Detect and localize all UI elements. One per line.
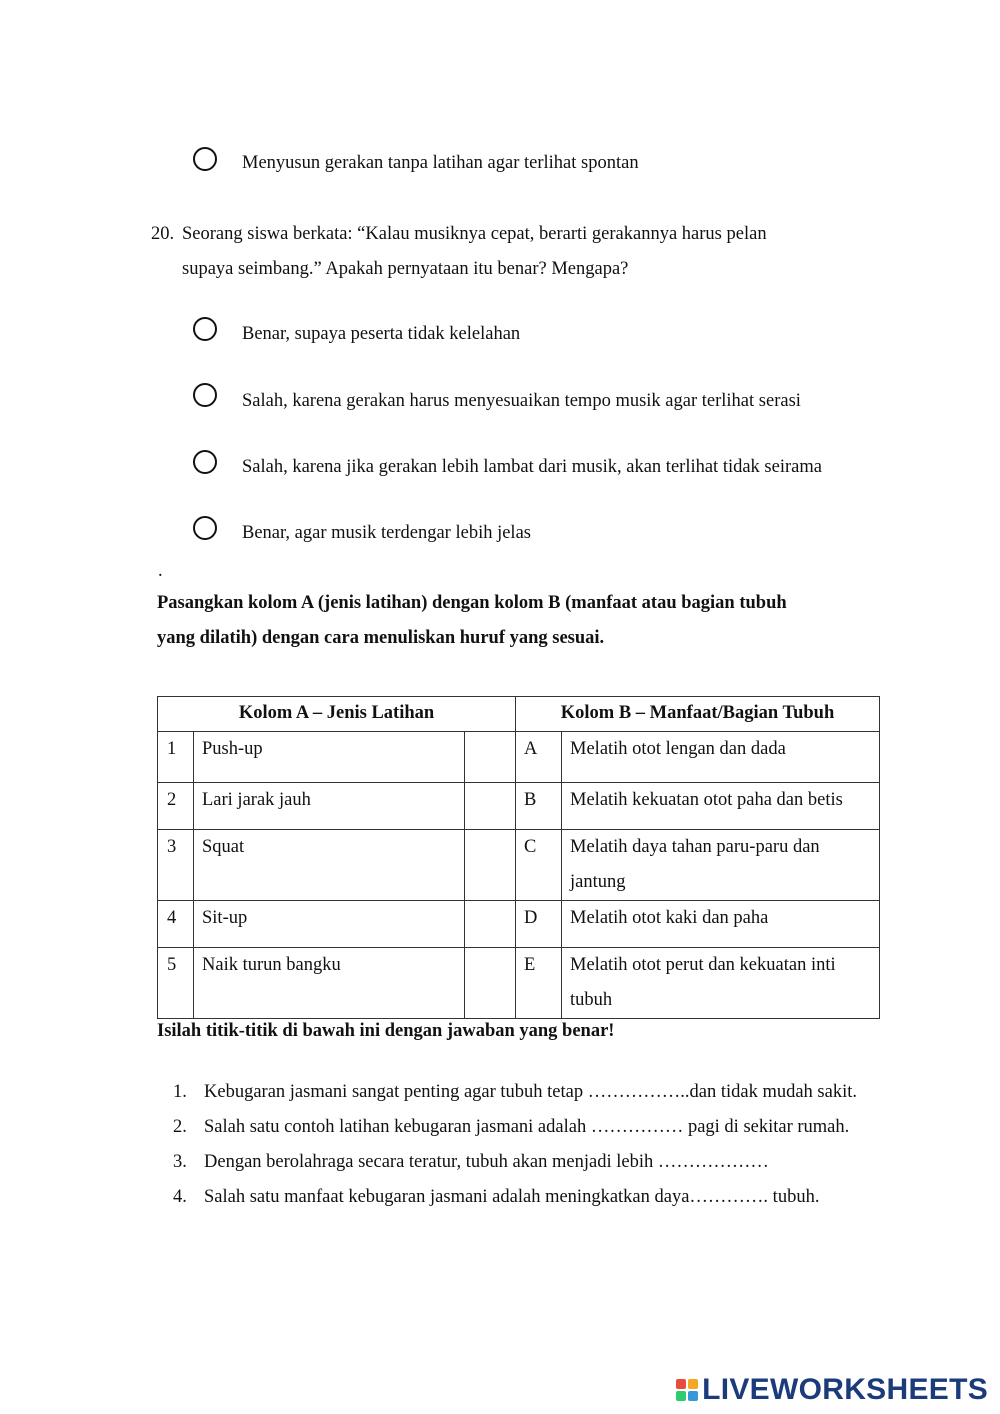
q20-option-1-label: Benar, supaya peserta tidak kelelahan <box>242 324 521 344</box>
row-number: 5 <box>158 948 194 1019</box>
fill-in-list <box>173 1075 893 1215</box>
item-number: 2. <box>173 1117 187 1137</box>
row-number: 1 <box>158 732 194 783</box>
answer-box[interactable] <box>465 901 516 948</box>
logo-mark-icon <box>676 1379 698 1401</box>
answer-box[interactable] <box>465 783 516 830</box>
q20-option-3-radio[interactable] <box>193 450 217 474</box>
item-text: Kebugaran jasmani sangat penting agar tubuh tetap ……………..dan tidak mudah sakit. <box>204 1082 857 1102</box>
q20-option-3-label: Salah, karena jika gerakan lebih lambat dari musik, akan terlihat tidak seirama <box>242 457 822 477</box>
list-item <box>173 1075 893 1110</box>
logo-mark-square <box>688 1379 698 1389</box>
exercise-name: Push-up <box>194 732 465 783</box>
list-item <box>173 1180 893 1215</box>
q20-text-line2: supaya seimbang.” Apakah pernyataan itu benar? Mengapa? <box>182 259 629 279</box>
q19-option-label: Menyusun gerakan tanpa latihan agar terlihat spontan <box>242 153 639 173</box>
benefit-letter: B <box>516 783 562 830</box>
exercise-name: Naik turun bangku <box>194 948 465 1019</box>
matching-instruction-line2: yang dilatih) dengan cara menuliskan huruf yang sesuai. <box>157 628 605 648</box>
q20-option-2-label: Salah, karena gerakan harus menyesuaikan tempo musik agar terlihat serasi <box>242 391 801 411</box>
item-number: 1. <box>173 1082 187 1102</box>
logo-text: LIVEWORKSHEETS <box>702 1373 988 1406</box>
table-row <box>158 901 880 948</box>
answer-box[interactable] <box>465 830 516 901</box>
item-text: Salah satu manfaat kebugaran jasmani adalah meningkatkan daya…………. tubuh. <box>204 1187 820 1207</box>
matching-table <box>157 696 880 1019</box>
row-number: 3 <box>158 830 194 901</box>
table-row <box>158 830 880 901</box>
header-kolom-b: Kolom B – Manfaat/Bagian Tubuh <box>516 697 880 732</box>
table-row <box>158 783 880 830</box>
q20-number: 20. <box>151 224 175 244</box>
answer-box[interactable] <box>465 732 516 783</box>
item-text: Salah satu contoh latihan kebugaran jasmani adalah …………… pagi di sekitar rumah. <box>204 1117 850 1137</box>
stray-dot: . <box>158 561 163 581</box>
logo-mark-square <box>688 1391 698 1401</box>
exercise-name: Squat <box>194 830 465 901</box>
benefit-text: Melatih kekuatan otot paha dan betis <box>562 783 880 830</box>
benefit-text: Melatih otot perut dan kekuatan inti tubuh <box>562 948 880 1019</box>
q20-option-4-radio[interactable] <box>193 516 217 540</box>
exercise-name: Lari jarak jauh <box>194 783 465 830</box>
benefit-letter: E <box>516 948 562 1019</box>
liveworksheets-logo[interactable] <box>676 1373 988 1407</box>
benefit-letter: D <box>516 901 562 948</box>
q19-option-radio[interactable] <box>193 147 217 171</box>
q20-option-4-label: Benar, agar musik terdengar lebih jelas <box>242 523 531 543</box>
row-number: 4 <box>158 901 194 948</box>
q20-text-line1: Seorang siswa berkata: “Kalau musiknya cepat, berarti gerakannya harus pelan <box>182 224 767 244</box>
benefit-text: Melatih otot lengan dan dada <box>562 732 880 783</box>
matching-instruction-line1: Pasangkan kolom A (jenis latihan) dengan kolom B (manfaat atau bagian tubuh <box>157 593 787 613</box>
benefit-text: Melatih daya tahan paru-paru dan jantung <box>562 830 880 901</box>
exercise-name: Sit-up <box>194 901 465 948</box>
q20-option-1-radio[interactable] <box>193 317 217 341</box>
answer-box[interactable] <box>465 948 516 1019</box>
logo-mark-square <box>676 1379 686 1389</box>
table-row <box>158 948 880 1019</box>
list-item <box>173 1110 893 1145</box>
list-item <box>173 1145 893 1180</box>
benefit-text: Melatih otot kaki dan paha <box>562 901 880 948</box>
item-number: 3. <box>173 1152 187 1172</box>
header-kolom-a: Kolom A – Jenis Latihan <box>158 697 516 732</box>
item-text: Dengan berolahraga secara teratur, tubuh akan menjadi lebih ……………… <box>204 1152 769 1172</box>
table-row <box>158 732 880 783</box>
item-number: 4. <box>173 1187 187 1207</box>
benefit-letter: C <box>516 830 562 901</box>
q20-option-2-radio[interactable] <box>193 383 217 407</box>
matching-header-row <box>158 697 880 732</box>
fill-in-instruction: Isilah titik-titik di bawah ini dengan jawaban yang benar! <box>157 1021 615 1041</box>
logo-mark-square <box>676 1391 686 1401</box>
benefit-letter: A <box>516 732 562 783</box>
row-number: 2 <box>158 783 194 830</box>
